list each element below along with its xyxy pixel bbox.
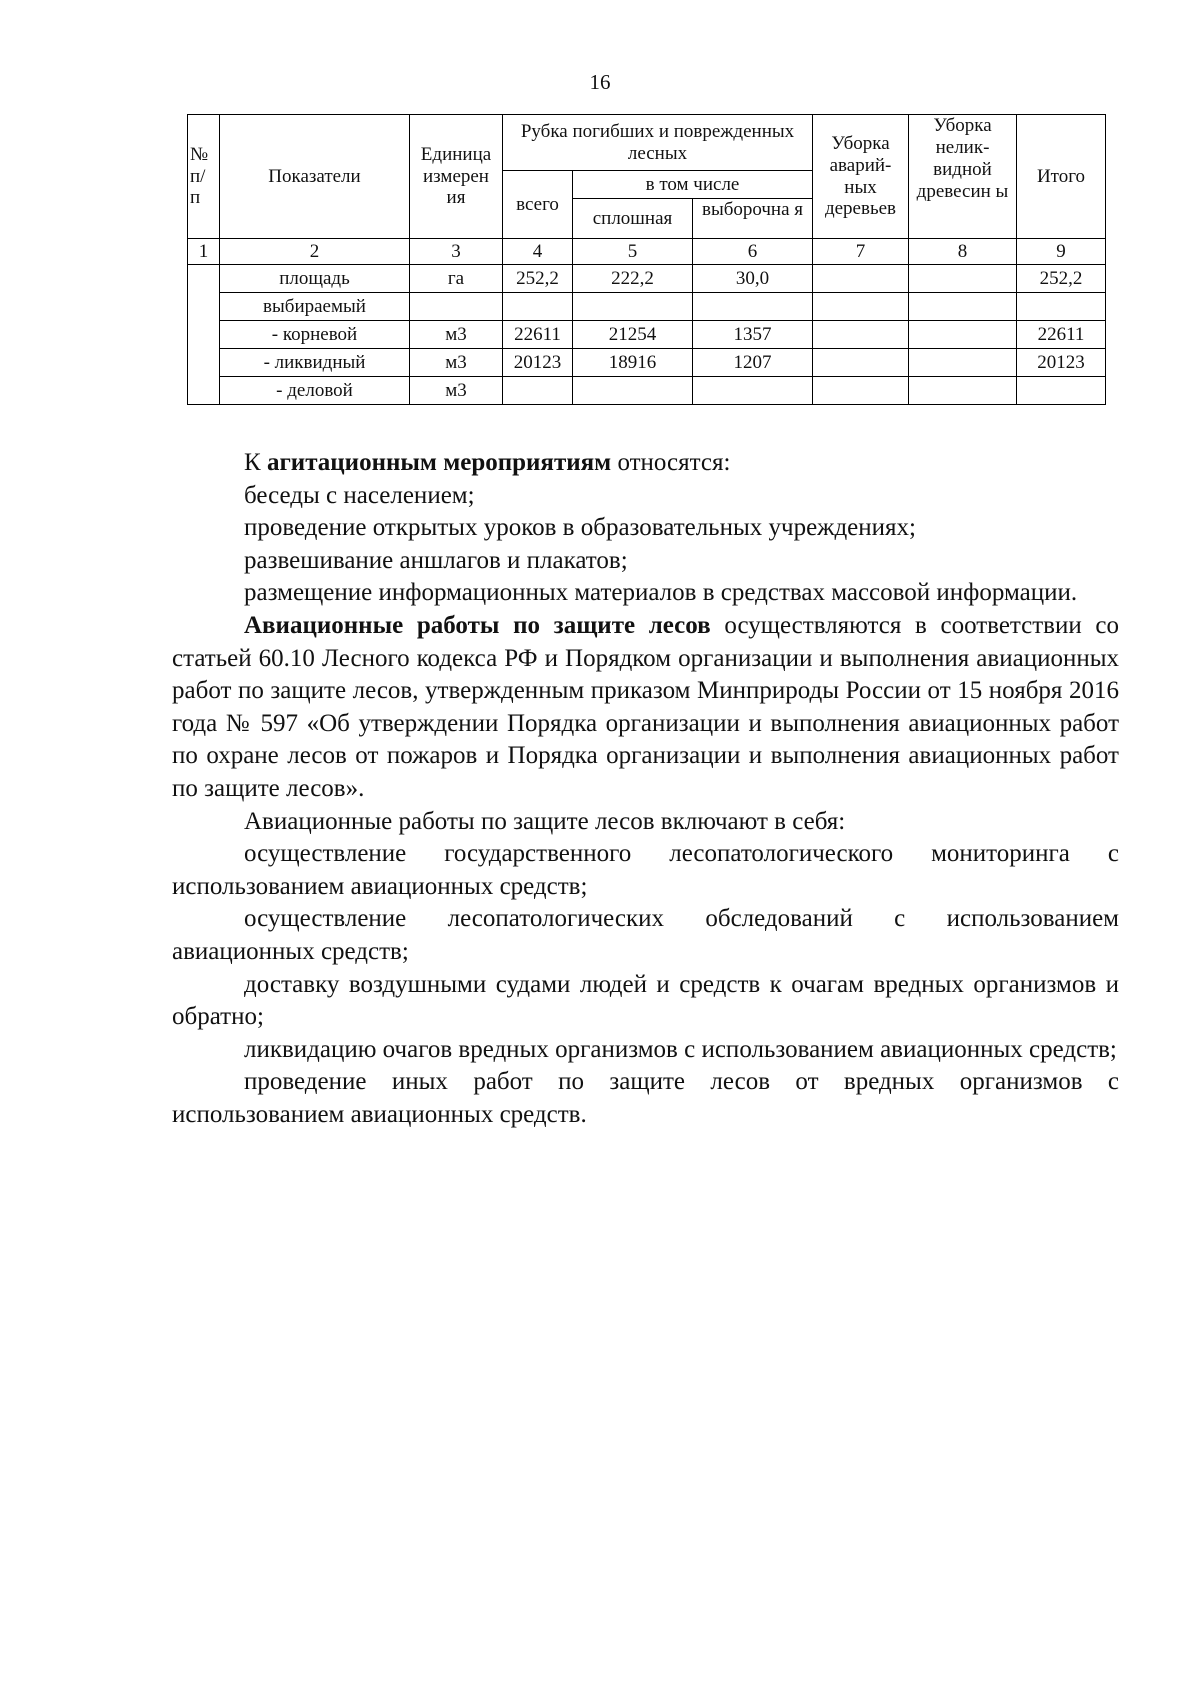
list-item: проведение иных работ по защите лесов от вредных организмов с использованием авиационных средств. xyxy=(172,1068,1119,1128)
row-solid xyxy=(573,293,693,321)
text-span: осуществляются в соответствии со статьей 60.10 Лесного кодекса РФ и Порядком организации и выполнения авиационных работ по защите лесов, утвержденным приказом Минприроды России от 15 ноября 2016 года № 597 «Об утверждении Порядка организации и выполнения авиационных работ по охране лесов от пожаров и Порядка организации и выполнения авиационных работ по защите лесов». xyxy=(172,611,1119,802)
header-total-all: всего xyxy=(503,171,573,239)
body-text xyxy=(172,447,1119,1131)
header-group-main: Рубка погибших и поврежденных лесных xyxy=(503,115,813,171)
row-selective: 30,0 xyxy=(693,265,813,293)
row-illiquid xyxy=(909,321,1017,349)
row-number-cell xyxy=(188,265,220,405)
row-illiquid xyxy=(909,265,1017,293)
column-number: 4 xyxy=(503,239,573,265)
row-illiquid xyxy=(909,349,1017,377)
header-num: № п/ п xyxy=(188,115,220,239)
row-total xyxy=(1017,293,1106,321)
header-illiquid: Уборка нелик-видной древесин ы xyxy=(909,115,1017,239)
list-item: осуществление лесопатологических обследований с использованием авиационных средств; xyxy=(172,905,1119,965)
row-total xyxy=(1017,377,1106,405)
paragraph-aviation xyxy=(172,610,1119,806)
row-illiquid xyxy=(909,293,1017,321)
row-unit: м3 xyxy=(410,377,503,405)
row-solid: 21254 xyxy=(573,321,693,349)
column-number: 6 xyxy=(693,239,813,265)
column-number: 3 xyxy=(410,239,503,265)
column-number: 9 xyxy=(1017,239,1106,265)
row-solid: 222,2 xyxy=(573,265,693,293)
list-item: размещение информационных материалов в средствах массовой информации. xyxy=(244,579,1078,607)
row-label: площадь xyxy=(220,265,410,293)
table-row xyxy=(188,265,1106,293)
column-number: 2 xyxy=(220,239,410,265)
row-selective xyxy=(693,377,813,405)
row-total: 252,2 xyxy=(1017,265,1106,293)
column-number: 1 xyxy=(188,239,220,265)
row-total-all: 252,2 xyxy=(503,265,573,293)
table-row xyxy=(188,293,1106,321)
row-selective xyxy=(693,293,813,321)
header-selective xyxy=(693,199,813,239)
page-number: 16 xyxy=(589,70,611,94)
row-selective: 1357 xyxy=(693,321,813,349)
list-item: осуществление государственного лесопатологического мониторинга с использованием авиационных средств; xyxy=(172,840,1119,900)
row-solid: 18916 xyxy=(573,349,693,377)
row-total-all xyxy=(503,293,573,321)
row-emergency xyxy=(813,377,909,405)
row-emergency xyxy=(813,349,909,377)
column-numbers-row xyxy=(188,239,1106,265)
header-unit: Единица измерен ия xyxy=(410,115,503,239)
row-unit: м3 xyxy=(410,321,503,349)
row-emergency xyxy=(813,293,909,321)
column-number: 7 xyxy=(813,239,909,265)
column-number: 8 xyxy=(909,239,1017,265)
row-total: 22611 xyxy=(1017,321,1106,349)
row-total-all: 22611 xyxy=(503,321,573,349)
row-label: выбираемый xyxy=(220,293,410,321)
data-table xyxy=(187,114,1106,405)
column-number: 5 xyxy=(573,239,693,265)
row-emergency xyxy=(813,265,909,293)
list-item: беседы с населением; xyxy=(244,481,475,509)
row-illiquid xyxy=(909,377,1017,405)
row-total-all: 20123 xyxy=(503,349,573,377)
header-indicators: Показатели xyxy=(220,115,410,239)
table-row xyxy=(188,377,1106,405)
table-row xyxy=(188,321,1106,349)
row-total-all xyxy=(503,377,573,405)
list-item: проведение открытых уроков в образовательных учреждениях; xyxy=(244,514,916,542)
row-label: - ликвидный xyxy=(220,349,410,377)
row-total: 20123 xyxy=(1017,349,1106,377)
paragraph-aviation-includes: Авиационные работы по защите лесов включают в себя: xyxy=(244,807,846,835)
header-including: в том числе xyxy=(573,171,813,199)
row-emergency xyxy=(813,321,909,349)
row-unit: м3 xyxy=(410,349,503,377)
bold-term: Авиационные работы по защите лесов xyxy=(244,611,711,639)
row-unit: га xyxy=(410,265,503,293)
text-span: относятся: xyxy=(611,449,731,476)
row-solid xyxy=(573,377,693,405)
row-selective: 1207 xyxy=(693,349,813,377)
list-item: развешивание аншлагов и плакатов; xyxy=(244,546,628,574)
header-total: Итого xyxy=(1017,115,1106,239)
row-label: - корневой xyxy=(220,321,410,349)
header-emergency: Уборка аварий-ных деревьев xyxy=(813,115,909,239)
text-span: К xyxy=(244,449,267,476)
list-item: доставку воздушными судами людей и средств к очагам вредных организмов и обратно; xyxy=(172,970,1119,1031)
header-selective-text: выборочна я xyxy=(701,199,804,220)
list-item: ликвидацию очагов вредных организмов с использованием авиационных средств; xyxy=(244,1035,1117,1063)
table-row xyxy=(188,349,1106,377)
row-unit xyxy=(410,293,503,321)
row-label: - деловой xyxy=(220,377,410,405)
header-solid: сплошная xyxy=(573,199,693,239)
paragraph-agitation-intro xyxy=(172,447,1119,480)
bold-term: агитационным мероприятиям xyxy=(266,449,612,476)
